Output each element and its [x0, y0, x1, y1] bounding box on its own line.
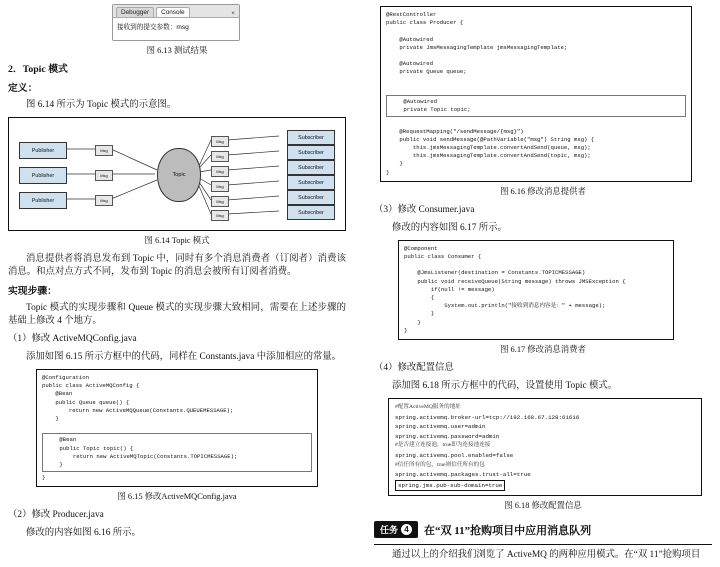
diagram-subscriber: Subscriber	[287, 145, 335, 160]
figure-6-17-code	[398, 240, 674, 340]
code-line: private JmsMessagingTemplate jmsMessagingTemplate;	[386, 43, 568, 51]
figure-6-14-caption: 图 6.14 Topic 模式	[144, 236, 210, 245]
diagram-subscriber: Subscriber	[287, 175, 335, 190]
figure-6-18-caption: 图 6.18 修改配置信息	[504, 501, 582, 511]
diagram-message: Msg	[211, 181, 229, 192]
debugger-console-figure	[112, 4, 240, 41]
code-line: }	[404, 318, 421, 326]
topic-para-2: Topic 模式的实现步骤和 Queue 模式的实现步骤大致相同，需要在上述步骤的基础上修改 4 个地方。	[8, 303, 346, 326]
diagram-message: Msg	[211, 151, 229, 162]
code-line: public Queue queue() {	[42, 398, 130, 406]
code-line: @Autowired	[386, 60, 433, 68]
code-line: @Component	[404, 244, 438, 252]
figure-6-15-code	[36, 369, 318, 487]
topic-diagram	[8, 117, 346, 231]
figure-6-15-caption: 图 6.15 修改ActiveMQConfig.java	[117, 492, 237, 502]
code-line: @Configuration	[42, 374, 89, 381]
figure-6-13-caption: 图 6.13 测试结果	[146, 46, 208, 55]
step2-title: （2）修改 Producer.java	[8, 510, 104, 521]
section-title-topic: 2．Topic 模式	[8, 64, 68, 75]
code-line: }	[404, 310, 435, 318]
config-note: #配置ActiveMQ服务的地址	[395, 404, 461, 411]
code-line: @RestController	[386, 11, 437, 18]
code-line: }	[46, 461, 63, 469]
highlighted-code-block	[386, 95, 686, 117]
close-icon[interactable]: ×	[231, 10, 235, 17]
code-line: @RequestMapping("/sendMessage/{msg}")	[386, 127, 524, 135]
diagram-publisher: Publisher	[19, 192, 67, 209]
diagram-message: Msg	[211, 166, 229, 177]
code-line: this.jmsMessagingTemplate.convertAndSend(topic, msg);	[386, 152, 591, 160]
diagram-publisher: Publisher	[19, 142, 67, 159]
task-badge-number: 4	[401, 524, 412, 535]
code-line: private Topic topic;	[390, 106, 471, 114]
task-badge	[374, 521, 418, 538]
task-title: 在“双 11”抢购项目中应用消息队列	[424, 524, 592, 537]
definition-text: 图 6.14 所示为 Topic 模式的示意图。	[26, 100, 177, 110]
step1-text: 添加如图 6.15 所示方框中的代码，同样在 Constants.java 中添加相应的常量。	[26, 352, 342, 362]
code-line: @Autowired	[390, 98, 437, 106]
tab-debugger[interactable]: Debugger	[116, 7, 154, 17]
right-column	[374, 0, 712, 567]
task-banner	[374, 521, 712, 538]
code-line: System.out.println("接收到消息内容是：" + message);	[404, 302, 606, 310]
code-line: }	[42, 415, 59, 423]
code-line: public class Consumer {	[404, 253, 482, 261]
code-line: if(null != message)	[404, 285, 495, 293]
task-divider	[374, 544, 712, 545]
code-line: {	[404, 294, 435, 302]
diagram-message: Msg	[95, 195, 113, 206]
diagram-message: Msg	[95, 170, 113, 181]
left-column	[8, 0, 346, 545]
config-line-pool-enabled: spring.activemq.pool.enabled=false	[395, 452, 514, 460]
config-line-password: spring.activemq.password=admin	[395, 432, 500, 440]
diagram-publisher: Publisher	[19, 167, 67, 184]
diagram-message: Msg	[211, 210, 229, 221]
step4-text: 添加图 6.18 所示方框中的代码，设置使用 Topic 模式。	[392, 381, 618, 392]
code-line: @JmsListener(destination = Constants.TOPICMESSAGE)	[404, 269, 586, 277]
config-note: #是否建立连接池，true即为连接池连接	[395, 442, 491, 449]
step3-text: 修改的内容如图 6.17 所示。	[392, 222, 507, 233]
diagram-message: Msg	[211, 136, 229, 147]
figure-6-18-config	[388, 398, 702, 496]
diagram-topic-node: Topic	[157, 148, 201, 202]
task-body: 通过以上的介绍我们浏览了 ActiveMQ 的两种应用模式。在“双 11”抢购项目	[392, 550, 701, 561]
console-output	[113, 18, 239, 40]
code-line: @Autowired	[386, 35, 433, 43]
figure-6-17-caption: 图 6.17 修改消息消费者	[500, 345, 586, 355]
debugger-tabbar	[113, 5, 239, 18]
code-line: public Topic topic() {	[46, 444, 134, 452]
config-note: #信任所有的包，true则信任所有的包	[395, 461, 485, 468]
code-line: return new ActiveMQTopic(Constants.TOPICMESSAGE);	[46, 452, 238, 460]
code-line: }	[42, 474, 46, 482]
steps-title: 实现步骤：	[8, 286, 57, 297]
code-line: public void sendMessage(@PathVariable("msg") String msg) {	[386, 135, 595, 143]
code-line: this.jmsMessagingTemplate.convertAndSend(queue, msg);	[386, 144, 591, 152]
code-line: }	[386, 168, 390, 176]
definition-title: 定义：	[8, 83, 38, 94]
diagram-subscriber: Subscriber	[287, 130, 335, 145]
config-line-user: spring.activemq.user=admin	[395, 423, 486, 431]
figure-6-16-caption: 图 6.16 修改消息提供者	[500, 186, 586, 196]
config-line-pub-sub-domain: spring.jms.pub-sub-domain=true	[395, 480, 505, 492]
step4-title: （4）修改配置信息	[374, 363, 454, 374]
code-line: public void receiveQueue(String message) throws JMSException {	[404, 277, 626, 285]
code-line: private Queue queue;	[386, 68, 467, 76]
code-line: public class ActiveMQConfig {	[42, 382, 140, 390]
figure-6-16-code	[380, 6, 692, 182]
diagram-message: Msg	[211, 196, 229, 207]
topic-para-1: 消息提供者将消息发布到 Topic 中，同时有多个消息消费者（订阅者）消费该消息。和点对点方式不同，发布到 Topic 的消息会被所有订阅者消费。	[8, 254, 346, 277]
code-line: public class Producer {	[386, 19, 464, 27]
step1-title: （1）修改 ActiveMQConfig.java	[8, 334, 137, 344]
code-line: return new ActiveMQQueue(Constants.QUEUEMESSAGE);	[42, 406, 234, 414]
diagram-subscriber: Subscriber	[287, 205, 335, 220]
step3-title: （3）修改 Consumer.java	[374, 204, 475, 215]
diagram-subscriber: Subscriber	[287, 160, 335, 175]
code-line: @Bean	[42, 390, 73, 398]
code-line: @Bean	[46, 436, 77, 444]
tab-console[interactable]: Console	[156, 7, 189, 17]
console-line: 接收到的提交参数：msg	[117, 24, 189, 31]
step2-text: 修改的内容如图 6.16 所示。	[26, 528, 141, 539]
task-badge-label: 任务	[380, 525, 399, 536]
highlighted-code-block	[42, 433, 312, 472]
code-line: }	[386, 160, 403, 168]
config-line-broker-url: spring.activemq.broker-url=tcp://192.168.67.128:61616	[395, 413, 580, 421]
code-line: }	[404, 326, 408, 334]
diagram-message: Msg	[95, 145, 113, 156]
debugger-console-panel	[112, 4, 240, 41]
config-line-trust-all: spring.activemq.packages.trust-all=true	[395, 471, 531, 479]
diagram-subscriber: Subscriber	[287, 190, 335, 205]
